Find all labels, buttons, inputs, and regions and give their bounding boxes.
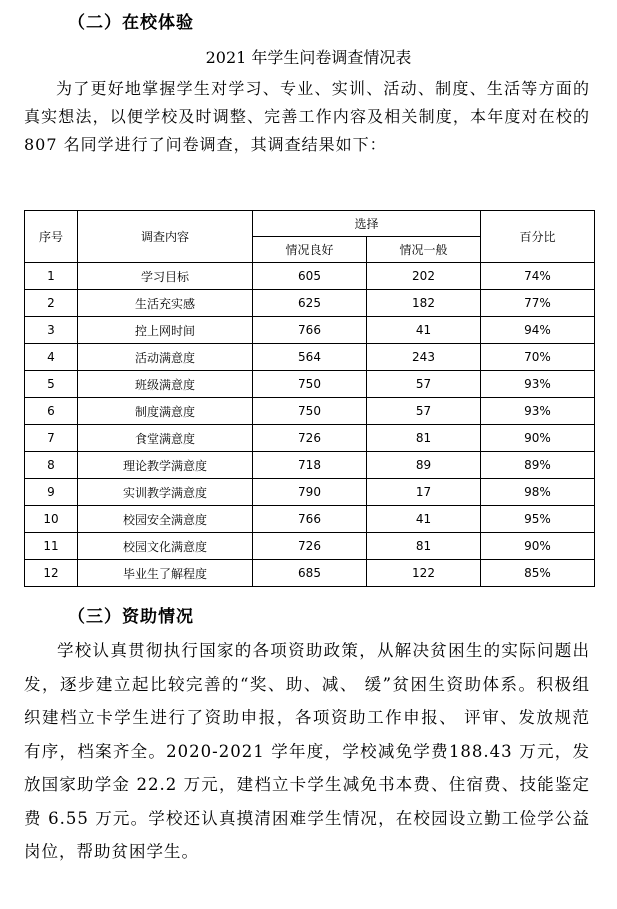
cell-ok: 57 bbox=[367, 398, 481, 425]
cell-ok: 89 bbox=[367, 452, 481, 479]
cell-good: 625 bbox=[253, 290, 367, 317]
table-row bbox=[25, 506, 595, 533]
cell-percent: 77% bbox=[481, 290, 595, 317]
cell-no: 12 bbox=[25, 560, 78, 587]
table-row bbox=[25, 344, 595, 371]
cell-good: 726 bbox=[253, 533, 367, 560]
cell-good: 766 bbox=[253, 317, 367, 344]
cell-ok: 41 bbox=[367, 506, 481, 533]
cell-no: 1 bbox=[25, 263, 78, 290]
cell-ok: 17 bbox=[367, 479, 481, 506]
cell-no: 4 bbox=[25, 344, 78, 371]
table-row bbox=[25, 371, 595, 398]
cell-content: 校园安全满意度 bbox=[78, 506, 253, 533]
header-good: 情况良好 bbox=[253, 237, 367, 263]
table-caption: 2021 年学生问卷调查情况表 bbox=[205, 48, 412, 67]
cell-content: 控上网时间 bbox=[78, 317, 253, 344]
header-no: 序号 bbox=[25, 211, 78, 263]
cell-percent: 70% bbox=[481, 344, 595, 371]
cell-no: 10 bbox=[25, 506, 78, 533]
header-content: 调查内容 bbox=[78, 211, 253, 263]
cell-percent: 95% bbox=[481, 506, 595, 533]
cell-no: 6 bbox=[25, 398, 78, 425]
intro-paragraph: 为了更好地掌握学生对学习、专业、实训、活动、制度、生活等方面的真实想法，以便学校及时调整、完善工作内容及相关制度，本年度对在校的 807 名同学进行了问卷调查，其调查结果如下： bbox=[24, 79, 590, 154]
cell-no: 11 bbox=[25, 533, 78, 560]
table-row bbox=[25, 263, 595, 290]
table-row bbox=[25, 425, 595, 452]
cell-no: 8 bbox=[25, 452, 78, 479]
cell-content: 学习目标 bbox=[78, 263, 253, 290]
header-ok: 情况一般 bbox=[367, 237, 481, 263]
cell-ok: 182 bbox=[367, 290, 481, 317]
survey-table bbox=[24, 210, 595, 587]
cell-content: 班级满意度 bbox=[78, 371, 253, 398]
cell-ok: 243 bbox=[367, 344, 481, 371]
cell-content: 活动满意度 bbox=[78, 344, 253, 371]
cell-content: 生活充实感 bbox=[78, 290, 253, 317]
header-percent: 百分比 bbox=[481, 211, 595, 263]
cell-ok: 81 bbox=[367, 425, 481, 452]
cell-percent: 89% bbox=[481, 452, 595, 479]
cell-content: 制度满意度 bbox=[78, 398, 253, 425]
cell-good: 750 bbox=[253, 398, 367, 425]
cell-good: 605 bbox=[253, 263, 367, 290]
cell-percent: 74% bbox=[481, 263, 595, 290]
survey-table-body bbox=[25, 263, 595, 587]
cell-content: 校园文化满意度 bbox=[78, 533, 253, 560]
cell-ok: 41 bbox=[367, 317, 481, 344]
table-row bbox=[25, 533, 595, 560]
cell-ok: 202 bbox=[367, 263, 481, 290]
financial-aid-paragraph: 学校认真贯彻执行国家的各项资助政策，从解决贫困生的实际问题出发，逐步建立起比较完善的“奖、助、减、 缓”贫困生资助体系。积极组织建档立卡学生进行了资助申报，各项资助工作申报、 评审、发放规范有序，档案齐全。2020-2021 学年度，学校减免学费188.43 万元，发放国家助学金 22.2 万元，建档立卡学生减免书本费、住宿费、技能鉴定费 6.55 万元。学校还认真摸清困难学生情况，在校园设立勤工俭学公益岗位，帮助贫困学生。 bbox=[24, 641, 590, 861]
section-heading-campus-experience: （二）在校体验 bbox=[68, 13, 194, 33]
cell-content: 理论教学满意度 bbox=[78, 452, 253, 479]
cell-percent: 85% bbox=[481, 560, 595, 587]
cell-content: 食堂满意度 bbox=[78, 425, 253, 452]
cell-good: 718 bbox=[253, 452, 367, 479]
cell-good: 750 bbox=[253, 371, 367, 398]
cell-percent: 93% bbox=[481, 398, 595, 425]
table-row bbox=[25, 317, 595, 344]
cell-good: 564 bbox=[253, 344, 367, 371]
table-row bbox=[25, 398, 595, 425]
cell-percent: 93% bbox=[481, 371, 595, 398]
cell-no: 3 bbox=[25, 317, 78, 344]
cell-no: 7 bbox=[25, 425, 78, 452]
cell-ok: 122 bbox=[367, 560, 481, 587]
section-heading-financial-aid: （三）资助情况 bbox=[68, 607, 194, 627]
survey-table-header bbox=[25, 211, 595, 263]
header-choice: 选择 bbox=[253, 211, 481, 237]
cell-ok: 57 bbox=[367, 371, 481, 398]
cell-good: 726 bbox=[253, 425, 367, 452]
cell-percent: 98% bbox=[481, 479, 595, 506]
table-row bbox=[25, 560, 595, 587]
cell-no: 2 bbox=[25, 290, 78, 317]
cell-good: 766 bbox=[253, 506, 367, 533]
cell-percent: 90% bbox=[481, 425, 595, 452]
cell-good: 685 bbox=[253, 560, 367, 587]
cell-no: 5 bbox=[25, 371, 78, 398]
table-row bbox=[25, 479, 595, 506]
cell-percent: 90% bbox=[481, 533, 595, 560]
cell-content: 毕业生了解程度 bbox=[78, 560, 253, 587]
cell-content: 实训教学满意度 bbox=[78, 479, 253, 506]
table-row bbox=[25, 290, 595, 317]
table-row bbox=[25, 452, 595, 479]
cell-good: 790 bbox=[253, 479, 367, 506]
cell-ok: 81 bbox=[367, 533, 481, 560]
cell-no: 9 bbox=[25, 479, 78, 506]
cell-percent: 94% bbox=[481, 317, 595, 344]
